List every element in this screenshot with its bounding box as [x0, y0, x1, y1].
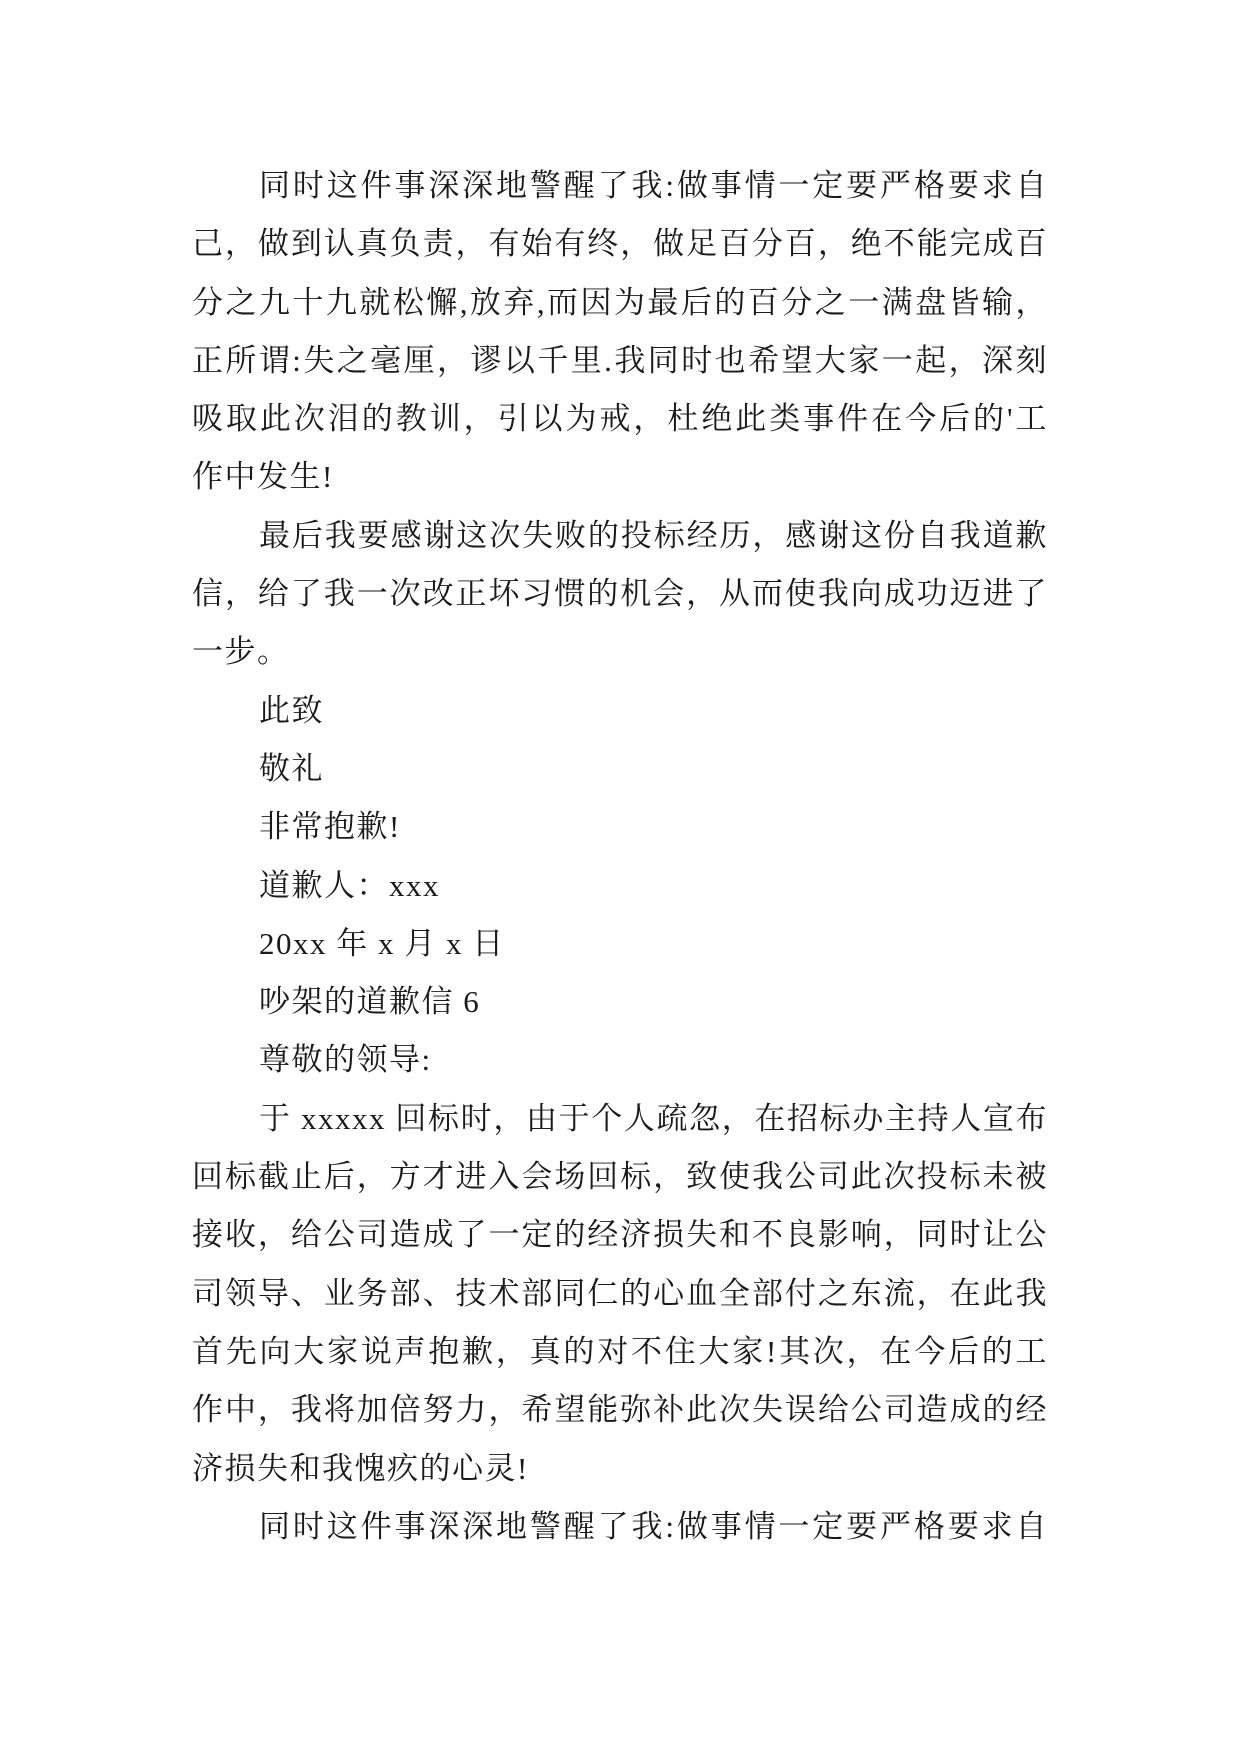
text-line: 正所谓:失之毫厘，谬以千里.我同时也希望大家一起，深刻: [192, 342, 1048, 378]
text-line: 济损失和我愧疚的心灵!: [192, 1450, 529, 1486]
signature-line: 道歉人：xxx: [259, 867, 440, 903]
text-line: 作中，我将加倍努力，希望能弥补此次失误给公司造成的经: [192, 1392, 1048, 1428]
text-line: 于 xxxxx 回标时，由于个人疏忽，在招标办主持人宣布: [259, 1100, 1048, 1136]
text-line: 己，做到认真负责，有始有终，做足百分百，绝不能完成百: [192, 226, 1048, 262]
body-paragraph: [192, 157, 1048, 507]
text-line: 司领导、业务部、技术部同仁的心血全部付之东流，在此我: [192, 1275, 1048, 1311]
text-line: 接收，给公司造成了一定的经济损失和不良影响，同时让公: [192, 1217, 1048, 1253]
section-heading: 吵架的道歉信 6: [259, 984, 481, 1020]
date-line: 20xx 年 x 月 x 日: [259, 925, 505, 961]
text-line: 信，给了我一次改正坏习惯的机会，从而使我向成功迈进了: [192, 576, 1048, 612]
document-body: [192, 157, 1048, 1556]
body-paragraph: [192, 1090, 1048, 1498]
text-line: 回标截止后，方才进入会场回标，致使我公司此次投标未被: [192, 1159, 1048, 1195]
closing-regards: 敬礼: [259, 750, 324, 786]
text-line: 首先向大家说声抱歉，真的对不住大家!其次，在今后的工: [192, 1333, 1048, 1369]
text-line: 一步。: [192, 634, 290, 670]
closing-salutation: 此致: [259, 692, 324, 728]
text-line: 分之九十九就松懈,放弃,而因为最后的百分之一满盘皆输，: [192, 284, 1048, 320]
body-paragraph: [192, 507, 1048, 682]
text-line: 吸取此次泪的教训，引以为戒，杜绝此类事件在今后的'工: [192, 401, 1048, 437]
text-line: 同时这件事深深地警醒了我:做事情一定要严格要求自: [259, 168, 1048, 203]
text-line: 作中发生!: [192, 459, 334, 495]
text-line: 同时这件事深深地警醒了我:做事情一定要严格要求自: [259, 1508, 1048, 1544]
body-paragraph: [192, 1498, 1048, 1556]
text-line: 最后我要感谢这次失败的投标经历，感谢这份自我道歉: [259, 517, 1048, 553]
apology-remark: 非常抱歉!: [259, 809, 401, 845]
letter-salutation: 尊敬的领导:: [259, 1042, 432, 1078]
